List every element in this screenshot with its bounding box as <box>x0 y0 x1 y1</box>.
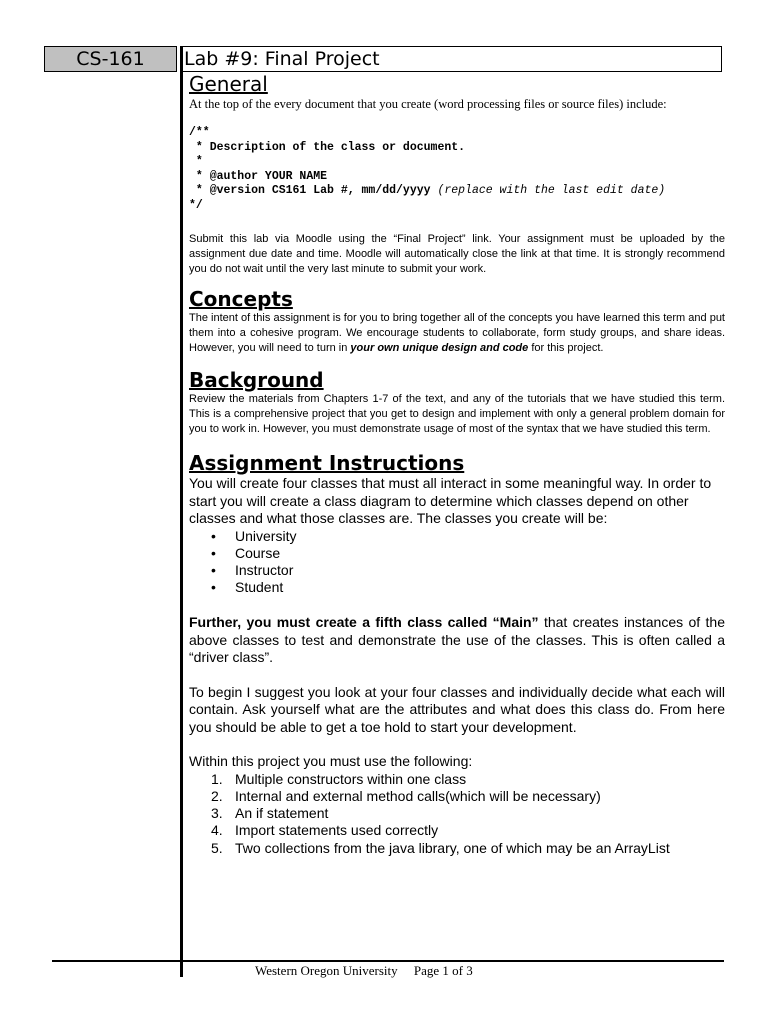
bullet-icon: • <box>211 527 216 544</box>
code-line <box>189 184 725 199</box>
main-class-bold: Further, you must create a fifth class called “Main” <box>189 614 539 631</box>
concepts-text-before: The intent of this assignment is for you to bring together all of the concepts you have learned this term and put them into a cohesive program. We encourage students to collaborate, form study groups, and share ideas. However, you will need to turn in <box>189 312 725 354</box>
list-number: 1. <box>211 770 223 787</box>
list-number: 3. <box>211 805 223 822</box>
list-item <box>189 579 725 596</box>
list-item-label: Instructor <box>235 561 294 578</box>
list-item <box>189 840 725 857</box>
list-number: 5. <box>211 839 223 856</box>
requirements-list <box>189 771 725 857</box>
list-item <box>189 545 725 562</box>
code-line: * <box>189 155 203 168</box>
concepts-text-after: for this project. <box>528 342 604 354</box>
instructions-intro: You will create four classes that must all interact in some meaningful way. In order to start you will create a class diagram to determine which classes depend on other classes and what those classes are. The classes you create will be: <box>189 475 712 526</box>
background-heading: Background <box>189 368 324 392</box>
list-item-label: Multiple constructors within one class <box>235 770 467 787</box>
requirements-intro: Within this project you must use the following: <box>189 753 473 770</box>
main-class-rest: that creates instances of the above classes to test and demonstrate the use of the classes. This is often called a “driver class”. <box>189 614 725 666</box>
code-line: */ <box>189 198 203 212</box>
list-item <box>189 805 725 822</box>
code-version-comment: (replace with the last edit date) <box>430 184 666 197</box>
code-line: * Description of the class or document. <box>189 140 466 154</box>
list-item <box>189 788 725 805</box>
submit-instructions: Submit this lab via Moodle using the “Final Project” link. Your assignment must be uploaded by the assignment due date and time. Moodle will automatically close the link at that time. It is strongly recommend you do not wait until the very last minute to submit your work. <box>189 233 725 275</box>
page-title: Lab #9: Final Project <box>180 46 722 72</box>
instructions-heading: Assignment Instructions <box>189 451 465 475</box>
list-number: 4. <box>211 822 223 839</box>
class-list <box>189 528 725 597</box>
bullet-icon: • <box>211 544 216 561</box>
bullet-icon: • <box>211 579 216 596</box>
list-item-label: An if statement <box>235 805 329 822</box>
course-label: CS-161 <box>44 46 177 72</box>
bullet-icon: • <box>211 561 216 578</box>
concepts-text <box>189 311 725 356</box>
footer <box>255 963 473 978</box>
list-item <box>189 528 725 545</box>
list-number: 2. <box>211 788 223 805</box>
list-item-label: Import statements used correctly <box>235 822 439 839</box>
list-item-label: Course <box>235 544 281 561</box>
background-text: Review the materials from Chapters 1-7 of the text, and any of the tutorials that we have studied this term. This is a comprehensive project that you get to design and implement with only a general problem domain for you to work in. However, you must demonstrate usage of most of the syntax that we have studied this term. <box>189 393 725 435</box>
code-line: /** <box>189 126 210 139</box>
list-item <box>189 822 725 839</box>
list-item-label: Two collections from the java library, one of which may be an ArrayList <box>235 839 670 856</box>
list-item-label: University <box>235 527 297 544</box>
concepts-heading: Concepts <box>189 287 293 311</box>
list-item <box>189 771 725 788</box>
document-body <box>189 72 725 857</box>
general-heading: General <box>189 72 268 96</box>
list-item-label: Internal and external method calls(which will be necessary) <box>235 788 601 805</box>
list-item <box>189 562 725 579</box>
begin-suggestion: To begin I suggest you look at your four classes and individually decide what each will contain. Ask yourself what are the attributes and what does this class do. From here you should be able to get a toe hold to start your development. <box>189 683 725 735</box>
concepts-emphasis: your own unique design and code <box>350 342 529 354</box>
list-item-label: Student <box>235 579 284 596</box>
footer-rule <box>52 960 724 962</box>
vertical-rule <box>180 46 183 977</box>
code-version-text: * @version CS161 Lab #, mm/dd/yyyy <box>189 184 431 197</box>
header-comment-code <box>189 126 725 213</box>
footer-school: Western Oregon University <box>255 963 398 978</box>
main-class-requirement <box>189 614 725 667</box>
general-intro: At the top of the every document that you create (word processing files or source files) include: <box>189 97 667 111</box>
code-line: * @author YOUR NAME <box>189 169 328 183</box>
footer-page-number: Page 1 of 3 <box>413 963 473 978</box>
